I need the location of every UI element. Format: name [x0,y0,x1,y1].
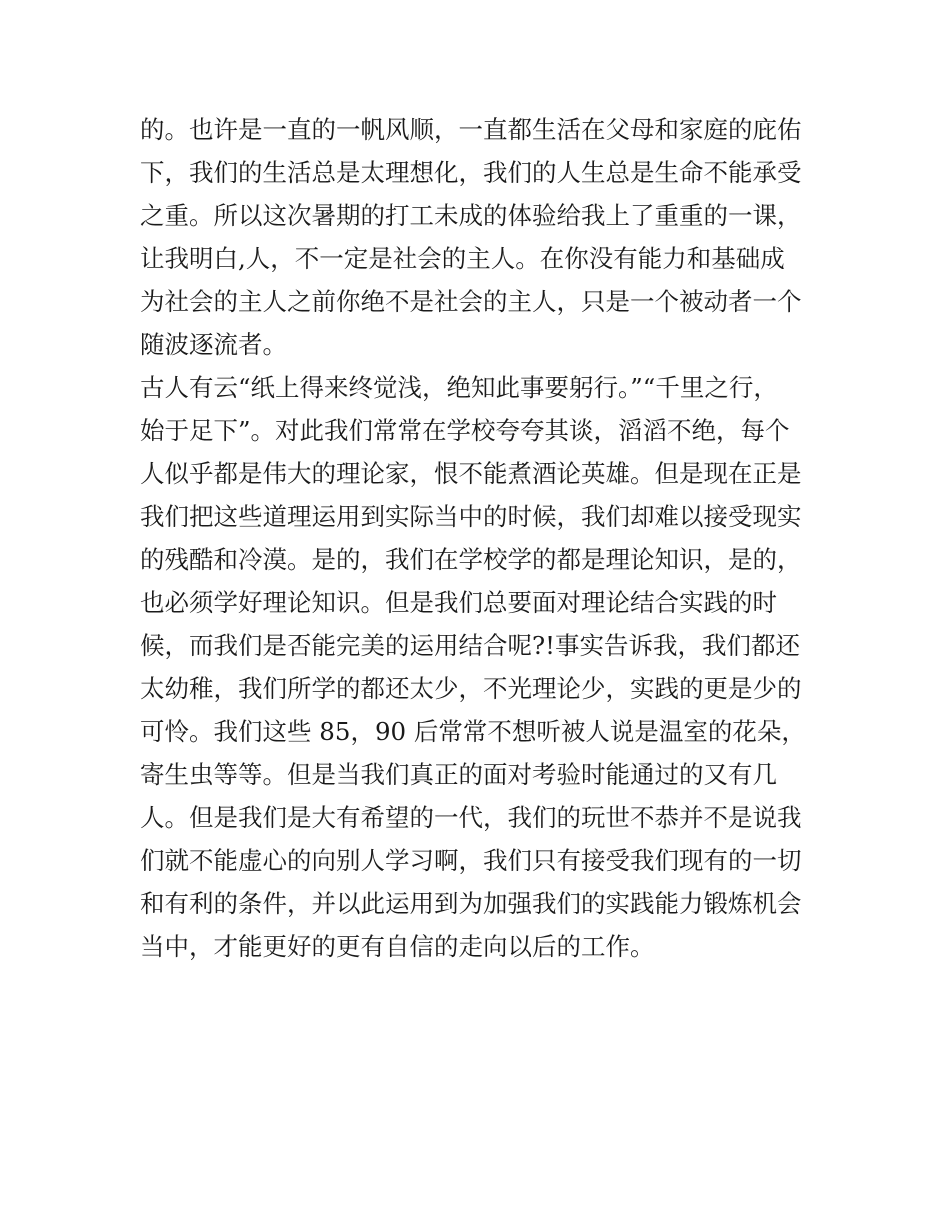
text-line: 们就不能虚心的向别人学习啊，我们只有接受我们现有的一切 [140,846,802,875]
text-line: 让我明白,人，不一定是社会的主人。在你没有能力和基础成 [140,244,785,273]
text-line: 人。但是我们是大有希望的一代，我们的玩世不恭并不是说我 [140,803,802,832]
text-line: 始于足下”。对此我们常常在学校夸夸其谈，滔滔不绝，每个 [140,416,790,445]
text-line: 和有利的条件，并以此运用到为加强我们的实践能力锻炼机会 [140,889,802,918]
text-line: 当中，才能更好的更有自信的走向以后的工作。 [140,932,655,961]
text-line: 的。也许是一直的一帆风顺，一直都生活在父母和家庭的庇佑 [140,115,802,144]
text-line: 候，而我们是否能完美的运用结合呢?!事实告诉我，我们都还 [140,631,800,660]
text-line: 古人有云“纸上得来终觉浅，绝知此事要躬行。”“千里之行， [140,373,778,402]
text-line: 可怜。我们这些 85，90 后常常不想听被人说是温室的花朵， [140,717,806,746]
document-body [140,108,820,968]
text-line: 的残酷和冷漠。是的，我们在学校学的都是理论知识，是的， [140,545,802,574]
text-line: 随波逐流者。 [140,330,287,359]
text-line: 下，我们的生活总是太理想化，我们的人生总是生命不能承受 [140,158,802,187]
text-line: 也必须学好理论知识。但是我们总要面对理论结合实践的时 [140,588,777,617]
text-line: 我们把这些道理运用到实际当中的时候，我们却难以接受现实 [140,502,802,531]
text-line: 人似乎都是伟大的理论家，恨不能煮酒论英雄。但是现在正是 [140,459,802,488]
text-line: 之重。所以这次暑期的打工未成的体验给我上了重重的一课， [140,201,802,230]
text-line: 为社会的主人之前你绝不是社会的主人，只是一个被动者一个 [140,287,802,316]
text-line: 寄生虫等等。但是当我们真正的面对考验时能通过的又有几 [140,760,777,789]
text-line: 太幼稚，我们所学的都还太少，不光理论少，实践的更是少的 [140,674,802,703]
